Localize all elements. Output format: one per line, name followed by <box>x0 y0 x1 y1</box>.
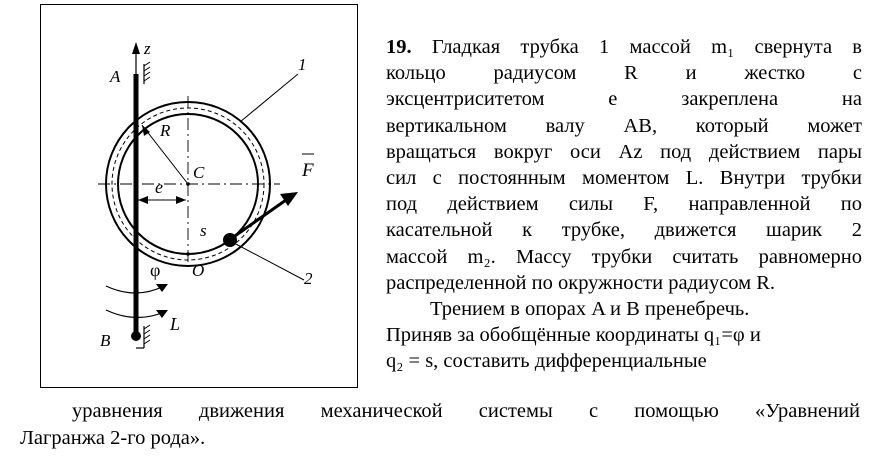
problem-line-6: сил с постоянным моментом L. Внутри трубки <box>386 167 862 190</box>
continuation-line-1: уравнения движения механической системы с помощью «Уравнений <box>72 400 860 422</box>
label-1: 1 <box>298 55 307 74</box>
problem-line-8: касательной к трубке, движется шарик 2 <box>386 219 862 242</box>
axis-z-arrowhead <box>132 42 140 54</box>
label-f: F <box>302 160 314 181</box>
problem-line-5: вращаться вокруг оси Az под действием пары <box>386 140 862 163</box>
problem-statement <box>386 34 862 375</box>
phi-arrowhead <box>156 284 168 292</box>
label-o: O <box>192 261 205 280</box>
label-e: e <box>155 177 163 197</box>
problem-line-1: 19. Гладкая трубка 1 массой m₁ свернута в <box>386 36 862 58</box>
mechanism-figure <box>40 4 358 388</box>
point-b <box>131 331 141 341</box>
eccentricity-arrow-right <box>176 196 186 204</box>
problem-number: 19. <box>386 36 412 58</box>
eccentricity-arrow-left <box>138 196 148 204</box>
problem-line-7: под действием силы F, направленной по <box>386 193 862 216</box>
problem-line-12: Приняв за обобщённые координаты q₁=φ и <box>386 324 761 347</box>
problem-line-11: Трением в опорах A и B пренебречь. <box>430 298 750 321</box>
label-l: L <box>170 314 181 334</box>
figure-frame <box>41 5 358 388</box>
label-phi: φ <box>150 260 161 280</box>
leader-line-2 <box>232 242 304 280</box>
label-c: C <box>193 163 205 182</box>
support-a <box>144 62 150 84</box>
problem-line-13: q₂ = s, составить дифференциальные <box>386 350 707 373</box>
problem-line-2: кольцо радиусом R и жестко с <box>386 62 862 85</box>
label-a: A <box>110 67 121 86</box>
problem-line-4: вертикальном валу AB, который может <box>386 114 862 137</box>
force-f-line <box>232 200 286 238</box>
label-r: R <box>160 121 171 140</box>
problem-line-3: эксцентриситетом e закреплена на <box>386 88 862 111</box>
point-o <box>186 252 190 256</box>
problem-line-10: распределенной по окружности радиусом R. <box>386 271 776 294</box>
label-b: B <box>100 331 111 350</box>
label-s: s <box>200 221 207 240</box>
problem-line-9: массой m₂. Массу трубки считать равномерно <box>386 245 862 268</box>
label-z: z <box>144 39 151 58</box>
continuation-line-2: Лагранжа 2-го рода». <box>20 426 206 449</box>
problem-continuation <box>20 398 860 451</box>
label-2: 2 <box>304 269 313 288</box>
leader-line-1 <box>240 74 298 122</box>
